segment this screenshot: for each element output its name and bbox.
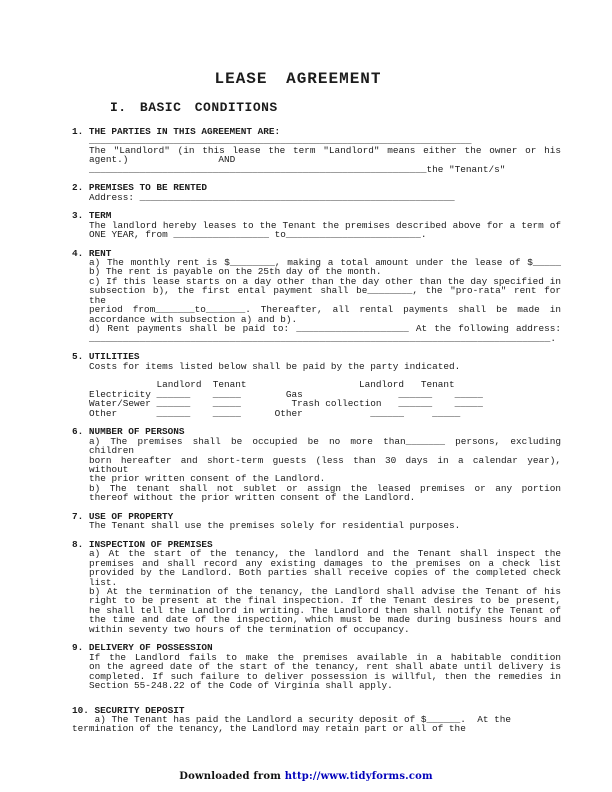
- document-line: Landlord Tenant Landlord Tenant: [89, 379, 455, 391]
- form-blank-line: Address: ________________________________________________________: [89, 191, 455, 203]
- section-heading: 5. UTILITIES: [72, 351, 140, 363]
- document-line: Costs for items listed below shall be paid by the party indicated.: [89, 360, 461, 372]
- section-heading: 4. RENT: [72, 247, 112, 259]
- section-heading: 10. SECURITY DEPOSIT: [72, 704, 185, 716]
- form-blank-line: __________________________________________________________________________________.: [89, 332, 556, 344]
- section-heading: 8. INSPECTION OF PREMISES: [72, 538, 213, 550]
- document-title: LEASE AGREEMENT: [214, 70, 382, 88]
- section-heading: 3. TERM: [72, 210, 112, 222]
- document-line: If the Landlord fails to make the premises available in a habitable condition: [89, 651, 561, 663]
- section-5: [72, 352, 561, 418]
- section-4: [72, 249, 561, 344]
- sections-container: [72, 127, 561, 734]
- section-9: [72, 643, 561, 690]
- document-line: The Tenant shall use the premises solely for residential purposes.: [89, 520, 461, 532]
- document-line: a) At the start of the tenancy, the landlord and the Tenant shall inspect the: [89, 548, 561, 560]
- section-heading: 6. NUMBER OF PERSONS: [72, 426, 185, 438]
- form-blank-line: Electricity ______ _____ Gas ______ _____: [89, 388, 483, 400]
- document-line: accordance with subsection a) and b).: [89, 313, 298, 325]
- document-line: agent.) AND: [89, 154, 236, 166]
- document-line: born hereafter and short-term guests (less than 30 days in a calendar year), without: [89, 454, 561, 476]
- form-blank-line: Other ______ _____ Other ______ _____: [89, 407, 461, 419]
- part-heading: I. BASIC CONDITIONS: [110, 100, 278, 115]
- section-6: [72, 427, 561, 503]
- document-line: list.: [89, 576, 118, 588]
- document-line: the prior written consent of the Landlord.: [89, 473, 326, 485]
- form-blank-line: a) The Tenant has paid the Landlord a security deposit of $______. At the: [89, 714, 511, 725]
- document-body: [72, 72, 561, 743]
- document-line: on the agreed date of the start of the tenancy, rent shall abate until delivery is: [89, 661, 561, 673]
- form-blank-line: period from_______to_______. Thereafter, all rental payments shall be made in: [89, 304, 561, 316]
- document-line: Section 55-248.22 of the Code of Virginia shall apply.: [89, 680, 393, 692]
- section-1: [72, 127, 561, 174]
- document-line: he shall tell the Landlord in writing. The Landlord then shall notify the Tenant of: [89, 604, 561, 616]
- section-8: [72, 540, 561, 635]
- document-line: within seventy two hours of the termination of occupancy.: [89, 623, 410, 635]
- form-blank-line: ____________________________________________________________the "Tenant/s": [89, 163, 506, 175]
- footer-prefix: Downloaded from: [179, 771, 285, 782]
- document-line: The "Landlord" (in this lease the term "Landlord" means either the owner or his: [89, 144, 561, 156]
- document-line: b) The rent is payable on the 25th day of the month.: [89, 266, 382, 278]
- form-blank-line: ____________________________________________________________________: [89, 135, 472, 147]
- document-line: b) The tenant shall not sublet or assign the leased premises or any portion: [89, 482, 561, 494]
- form-blank-line: d) Rent payments shall be paid to: ____________________ At the following address:: [89, 323, 561, 335]
- section-7: [72, 512, 561, 531]
- footer-link[interactable]: http://www.tidyforms.com: [284, 771, 433, 782]
- document-line: right to be present at the final inspection. If the Tenant desires to be present,: [89, 595, 561, 607]
- section-3: [72, 211, 561, 239]
- document-line: the time and date of the inspection, which must be made during business hours and: [89, 614, 561, 626]
- form-blank-line: ONE YEAR, from _________________ to________________________.: [89, 229, 427, 241]
- form-blank-line: a) The monthly rent is $________, making a total amount under the lease of $_____: [89, 256, 561, 268]
- document-line: completed. If such failure to deliver possession is willful, then the remedies in: [89, 670, 561, 682]
- document-line: The landlord hereby leases to the Tenant the premises described above for a term of: [89, 219, 561, 231]
- document-line: thereof without the prior written consent of the Landlord.: [89, 492, 416, 504]
- section-2: [72, 183, 561, 202]
- form-blank-line: subsection b), the first ental payment shall be________, the "pro-rata" rent for the: [89, 285, 561, 306]
- document-line: termination of the tenancy, the Landlord may retain part or all of the: [72, 723, 466, 735]
- section-10: [72, 706, 561, 734]
- document-line: c) If this lease starts on a day other than the day other than the day specified in: [89, 275, 561, 287]
- section-heading: 9. DELIVERY OF POSSESSION: [72, 642, 213, 654]
- document-line: b) At the termination of the tenancy, the Landlord shall advise the Tenant of his: [89, 586, 561, 598]
- section-heading: 2. PREMISES TO BE RENTED: [72, 182, 208, 194]
- form-blank-line: a) The premises shall be occupied be no more than_______ persons, excluding children: [89, 435, 561, 457]
- document-line: provided by the Landlord. Both parties shall receive copies of the completed check: [89, 567, 561, 579]
- document-line: premises and shall record any existing damages to the premises on a check list: [89, 557, 561, 569]
- footer: [0, 772, 612, 781]
- form-blank-line: Water/Sewer ______ _____ Trash collection ______ _____: [89, 398, 483, 410]
- section-heading: 1. THE PARTIES IN THIS AGREEMENT ARE:: [72, 126, 281, 137]
- section-heading: 7. USE OF PROPERTY: [72, 510, 174, 522]
